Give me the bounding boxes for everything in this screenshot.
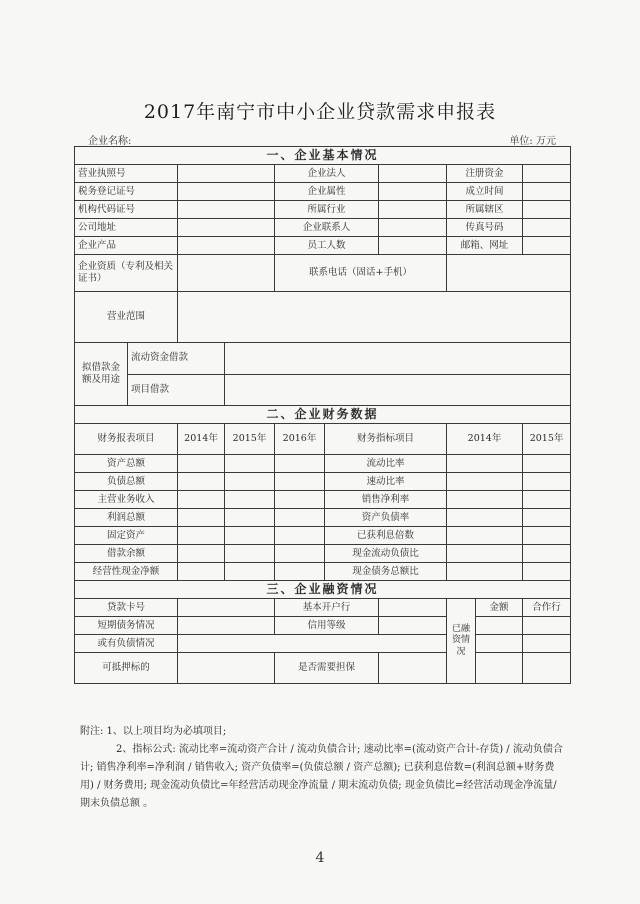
data-cell[interactable] [275,527,325,545]
business-scope-input[interactable] [178,292,571,343]
input-cell[interactable] [379,183,447,201]
data-cell[interactable] [225,509,275,527]
loan-application-table [74,146,571,684]
report-item-label: 利润总额 [75,509,178,527]
short-debt-input[interactable] [178,617,275,635]
financial-report-header: 财务报表项目 [75,424,178,455]
working-capital-input[interactable] [225,343,571,375]
data-cell[interactable] [178,527,225,545]
data-cell[interactable] [275,455,325,473]
partner-cell[interactable] [523,617,571,635]
partner-cell[interactable] [523,635,571,653]
year-header: 2014年 [447,424,523,455]
input-cell[interactable] [178,237,275,255]
data-cell[interactable] [275,491,325,509]
data-cell[interactable] [523,491,571,509]
input-cell[interactable] [379,219,447,237]
data-cell[interactable] [178,545,225,563]
indicator-label: 已获利息倍数 [325,527,447,545]
credit-rating-label: 信用等级 [275,617,379,635]
table-row [75,455,571,473]
loan-card-label: 贷款卡号 [75,599,178,617]
table-row [75,237,571,255]
input-cell[interactable] [379,237,447,255]
data-cell[interactable] [225,455,275,473]
unit-label: 单位: 万元 [509,136,556,147]
table-row [75,183,571,201]
field-label: 注册资金 [447,165,523,183]
footnote-2: 2、指标公式: 流动比率=流动资产合计 / 流动负债合计; 速动比率=(流动资产合计-存货) / 流动负债合计; 销售净利率=净利润 / 销售收入; 资产负债率=(负债总额 / 资产总额); 已获利息倍数=(利润总额+财务费用) / 财务费用; 现金流动负债比=年经营活动现金净流量 / 期末流动负债; 现金负债比=经营活动现金净流量/ 期末负债总额 。 [80,744,563,809]
table-row [75,201,571,219]
input-cell[interactable] [523,183,571,201]
input-cell[interactable] [523,165,571,183]
report-item-label: 资产总额 [75,455,178,473]
data-cell[interactable] [447,545,523,563]
project-loan-label: 项目借款 [128,374,225,406]
data-cell[interactable] [447,455,523,473]
business-scope-label: 营业范围 [75,292,178,343]
input-cell[interactable] [379,201,447,219]
financial-indicator-header: 财务指标项目 [325,424,447,455]
data-cell[interactable] [225,563,275,581]
data-cell[interactable] [523,527,571,545]
contingent-debt-label: 或有负债情况 [75,635,178,653]
data-cell[interactable] [225,473,275,491]
indicator-label: 资产负债率 [325,509,447,527]
data-cell[interactable] [178,563,225,581]
contact-phone-input[interactable] [447,255,571,292]
qualification-input[interactable] [178,255,275,292]
indicator-label: 流动比率 [325,455,447,473]
table-row [75,255,571,292]
data-cell[interactable] [523,509,571,527]
table-row [75,219,571,237]
amount-cell[interactable] [476,635,523,653]
data-cell[interactable] [447,527,523,545]
credit-rating-input[interactable] [379,617,447,635]
table-row [75,545,571,563]
collateral-label: 可抵押标的 [75,653,178,684]
short-debt-label: 短期债务情况 [75,617,178,635]
report-item-label: 固定资产 [75,527,178,545]
table-row [75,424,571,455]
amount-cell[interactable] [476,617,523,635]
page-number: 4 [315,850,325,866]
input-cell[interactable] [523,201,571,219]
project-loan-input[interactable] [225,374,571,406]
field-label: 所属行业 [275,201,379,219]
table-row [75,635,571,653]
field-label: 税务登记证号 [75,183,178,201]
data-cell[interactable] [225,491,275,509]
working-capital-label: 流动资金借款 [128,343,225,375]
indicator-label: 现金债务总额比 [325,563,447,581]
field-label: 邮箱、网址 [447,237,523,255]
contingent-debt-input[interactable] [178,635,447,653]
input-cell[interactable] [178,183,275,201]
input-cell[interactable] [178,219,275,237]
data-cell[interactable] [523,455,571,473]
indicator-label: 销售净利率 [325,491,447,509]
data-cell[interactable] [447,563,523,581]
section-financial-data-title: 二、企业财务数据 [75,406,571,424]
section-financing-title: 三、企业融资情况 [75,581,571,599]
data-cell[interactable] [447,473,523,491]
data-cell[interactable] [523,545,571,563]
footnotes [80,723,566,813]
data-cell[interactable] [178,455,225,473]
table-row [75,374,571,406]
loan-card-input[interactable] [178,599,275,617]
section-basic-info-title: 一、企业基本情况 [75,147,571,165]
table-row [75,473,571,491]
indicator-label: 现金流动负债比 [325,545,447,563]
amount-cell[interactable] [476,653,523,684]
data-cell[interactable] [275,545,325,563]
input-cell[interactable] [523,219,571,237]
guarantee-input[interactable] [379,653,447,684]
table-row [75,165,571,183]
field-label: 所属辖区 [447,201,523,219]
loan-purpose-label: 拟借款金额及用途 [75,343,128,406]
input-cell[interactable] [178,165,275,183]
field-label: 公司地址 [75,219,178,237]
data-cell[interactable] [523,473,571,491]
data-cell[interactable] [178,509,225,527]
data-cell[interactable] [275,563,325,581]
existing-financing-label: 已融资情况 [447,599,476,684]
input-cell[interactable] [178,201,275,219]
report-item-label: 借款余额 [75,545,178,563]
table-row [75,653,571,684]
guarantee-label: 是否需要担保 [275,653,379,684]
partner-cell[interactable] [523,653,571,684]
indicator-label: 速动比率 [325,473,447,491]
input-cell[interactable] [523,237,571,255]
contact-phone-label: 联系电话（固话+手机） [275,255,447,292]
data-cell[interactable] [447,509,523,527]
data-cell[interactable] [275,473,325,491]
data-cell[interactable] [225,545,275,563]
year-header: 2015年 [523,424,571,455]
field-label: 成立时间 [447,183,523,201]
form-title: 2017年南宁市中小企业贷款需求申报表 [143,101,497,123]
field-label: 传真号码 [447,219,523,237]
data-cell[interactable] [275,509,325,527]
data-cell[interactable] [523,563,571,581]
field-label: 机构代码证号 [75,201,178,219]
field-label: 企业联系人 [275,219,379,237]
data-cell[interactable] [178,491,225,509]
collateral-input[interactable] [178,653,275,684]
partner-bank-header: 合作行 [523,599,571,617]
field-label: 企业法人 [275,165,379,183]
field-label: 企业产品 [75,237,178,255]
report-item-label: 主营业务收入 [75,491,178,509]
year-header: 2016年 [275,424,325,455]
field-label: 员工人数 [275,237,379,255]
basic-bank-input[interactable] [379,599,447,617]
amount-header: 金额 [476,599,523,617]
report-item-label: 经营性现金净额 [75,563,178,581]
table-row [75,617,571,635]
table-row [75,527,571,545]
table-row [75,509,571,527]
data-cell[interactable] [178,473,225,491]
field-label: 企业属性 [275,183,379,201]
data-cell[interactable] [447,491,523,509]
report-item-label: 负债总额 [75,473,178,491]
year-header: 2014年 [178,424,225,455]
table-row [75,491,571,509]
year-header: 2015年 [225,424,275,455]
qualification-label: 企业资质（专利及相关证书） [75,255,178,292]
table-row [75,563,571,581]
field-label: 营业执照号 [75,165,178,183]
footnote-1: 附注: 1、以上项目均为必填项目; [80,726,227,737]
data-cell[interactable] [225,527,275,545]
table-row [75,343,571,375]
table-row [75,599,571,617]
basic-bank-label: 基本开户行 [275,599,379,617]
table-row [75,292,571,343]
input-cell[interactable] [379,165,447,183]
company-name-label: 企业名称: [88,136,132,147]
